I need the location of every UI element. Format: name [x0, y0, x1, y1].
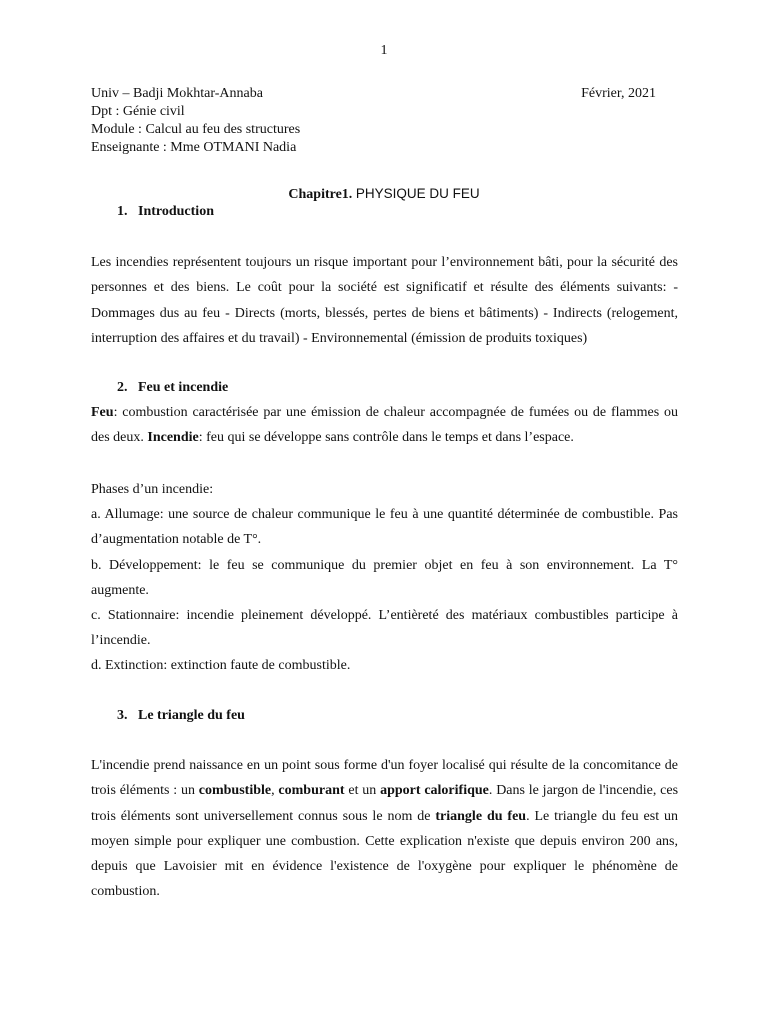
section-number: 1. — [117, 204, 128, 219]
phase-a: a. Allumage: une source de chaleur communique le feu à une quantité déterminée de combustible. Pas d’augmentation notable de T°. — [91, 507, 678, 548]
term-combustible: combustible — [198, 783, 272, 799]
triangle-text-1: L'incendie prend naissance en un point sous forme d'un foyer localisé qui résulte de la concomitance de trois éléments : un — [91, 758, 678, 799]
introduction-paragraph: Les incendies représentent toujours un risque important pour l’environnement bâti, pour la sécurité des personnes et des biens. Le coût pour la société est significatif et résulte des éléments suivants: - Dommages dus au feu - Directs (morts, blessés, pertes de biens et bâtiments) - Indirects (relogement, interruption des affaires et du travail) - Environnemental (émission de produits toxiques) — [91, 255, 678, 346]
triangle-text-5: . Le triangle du feu est un moyen simple pour expliquer une combustion. Cette explication n'existe que depuis environ 200 ans, depuis que Lavoisier mit en évidence l'existence de l'oxygène pour expliquer le phénomène de combustion. — [91, 808, 679, 900]
phase-c: c. Stationnaire: incendie pleinement développé. L’entièreté des matériaux combustibles participe à l’incendie. — [91, 608, 678, 649]
section-title: Feu et incendie — [138, 380, 229, 395]
term-apport-calorifique: apport calorifique — [380, 783, 489, 799]
phase-d: d. Extinction: extinction faute de combustible. — [91, 658, 351, 673]
section-title: Le triangle du feu — [138, 708, 245, 723]
triangle-text-4: . Dans le jargon de l'incendie, ces trois éléments sont universellement connus sous le nom de — [91, 783, 679, 824]
university-line: Univ – Badji Mokhtar-Annaba — [91, 86, 263, 101]
term-feu: Feu — [91, 405, 114, 420]
page-number: 1 — [380, 43, 388, 58]
date: Février, 2021 — [581, 86, 656, 101]
term-incendie: Incendie — [147, 430, 199, 446]
feu-definition-paragraph — [91, 400, 678, 451]
section-heading-feu-et-incendie — [117, 380, 228, 396]
phase-b: b. Développement: le feu se communique du premier objet en feu à son environnement. La T° augmente. — [91, 558, 678, 599]
teacher-line: Enseignante : Mme OTMANI Nadia — [91, 140, 297, 155]
section-number: 3. — [117, 708, 128, 723]
section-title: Introduction — [138, 204, 214, 219]
chapter-label: Chapitre1. — [288, 187, 353, 202]
section-heading-triangle — [117, 708, 245, 724]
triangle-paragraph — [91, 753, 678, 905]
document-header — [91, 85, 661, 157]
section-heading-introduction — [117, 204, 214, 220]
department-line: Dpt : Génie civil — [91, 104, 185, 119]
term-triangle-du-feu: triangle du feu — [435, 808, 527, 824]
chapter-title — [0, 186, 768, 203]
section-number: 2. — [117, 380, 128, 395]
incendie-definition: : feu qui se développe sans contrôle dans le temps et dans l’espace. — [198, 430, 574, 446]
triangle-text-3: et un — [344, 783, 381, 799]
phases-title: Phases d’un incendie: — [91, 482, 214, 497]
module-line: Module : Calcul au feu des structures — [91, 122, 301, 137]
feu-definition: : combustion caractérisée par une émission de chaleur accompagnée de fumées ou de flammes ou des deux. — [91, 405, 678, 446]
triangle-text-2: , — [271, 783, 279, 799]
chapter-name: PHYSIQUE DU FEU — [355, 186, 480, 201]
term-comburant: comburant — [278, 783, 345, 799]
